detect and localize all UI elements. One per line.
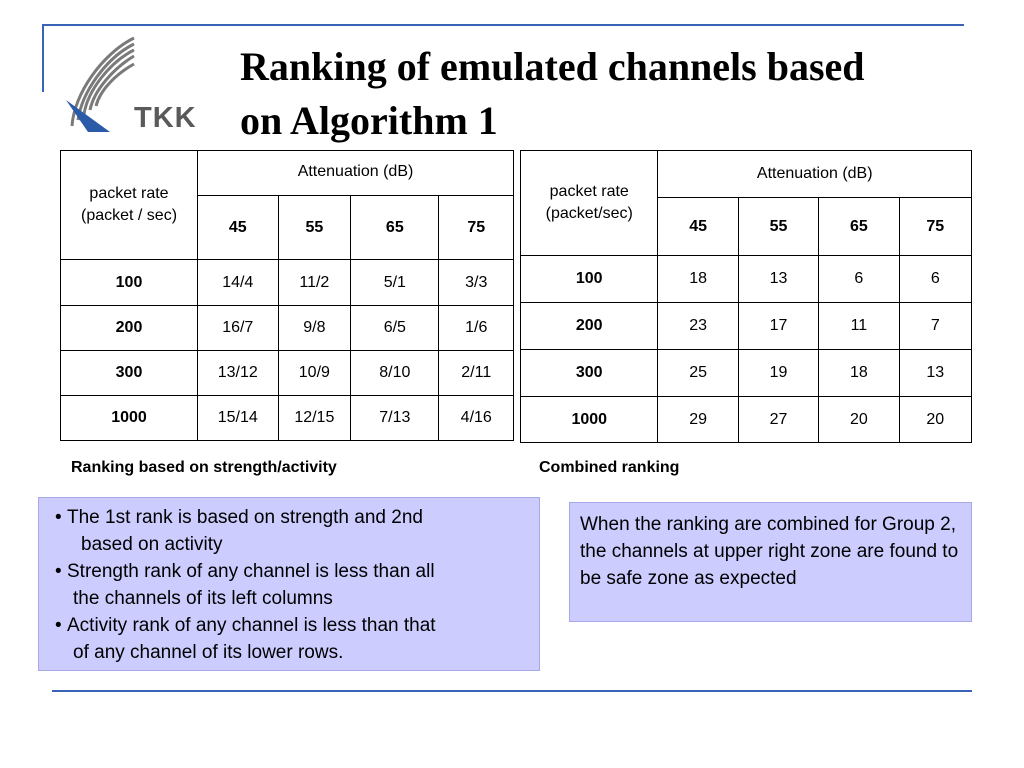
logo-text: TKK (134, 102, 197, 134)
bullet-item (47, 612, 531, 666)
column-header: 65 (351, 196, 439, 260)
combined-ranking-table (520, 150, 972, 443)
table-cell: 3/3 (439, 260, 514, 306)
bullet-icon: • (55, 561, 62, 582)
notes-box-right (569, 502, 972, 622)
row-header: 1000 (521, 397, 658, 443)
table-row (61, 396, 514, 441)
table-cell: 9/8 (278, 306, 351, 351)
top-rule (42, 24, 964, 26)
row-header: 300 (61, 351, 198, 396)
table-row (61, 306, 514, 351)
table-cell: 15/14 (198, 396, 279, 441)
table-cell: 13/12 (198, 351, 279, 396)
table-cell: 17 (738, 303, 818, 350)
column-header: 45 (658, 198, 738, 256)
row-header: 100 (61, 260, 198, 306)
table-cell: 12/15 (278, 396, 351, 441)
row-header: 200 (521, 303, 658, 350)
group-header-cell: Attenuation (dB) (658, 151, 972, 198)
table-cell: 16/7 (198, 306, 279, 351)
table-row (521, 397, 972, 443)
table-cell: 13 (738, 256, 818, 303)
bullet-icon: • (55, 615, 62, 636)
table-cell: 10/9 (278, 351, 351, 396)
table-cell: 6 (899, 256, 971, 303)
table-cell: 11 (819, 303, 899, 350)
table-cell: 18 (658, 256, 738, 303)
column-header: 45 (198, 196, 279, 260)
strength-activity-table (60, 150, 514, 441)
column-header: 75 (899, 198, 971, 256)
left-rule (42, 24, 44, 92)
bullet-text: Strength rank of any channel is less than all (67, 561, 435, 582)
row-header: 300 (521, 350, 658, 397)
table-cell: 13 (899, 350, 971, 397)
table-row (521, 256, 972, 303)
table-cell: 2/11 (439, 351, 514, 396)
table-cell: 14/4 (198, 260, 279, 306)
column-header: 55 (278, 196, 351, 260)
table-cell: 19 (738, 350, 818, 397)
table-cell: 20 (899, 397, 971, 443)
table-cell: 25 (658, 350, 738, 397)
bullet-text-continued: based on activity (81, 534, 223, 555)
table-cell: 4/16 (439, 396, 514, 441)
column-header: 75 (439, 196, 514, 260)
slide-title (240, 40, 980, 148)
bullet-item (47, 504, 531, 558)
table-cell: 29 (658, 397, 738, 443)
table-cell: 5/1 (351, 260, 439, 306)
table-row (521, 350, 972, 397)
notes-box-left (38, 497, 540, 671)
table-cell: 1/6 (439, 306, 514, 351)
row-header: 200 (61, 306, 198, 351)
column-header: 55 (738, 198, 818, 256)
table-cell: 7/13 (351, 396, 439, 441)
table-cell: 11/2 (278, 260, 351, 306)
bullet-text: The 1st rank is based on strength and 2nd (67, 507, 423, 528)
row-header: 1000 (61, 396, 198, 441)
group-header-cell: Attenuation (dB) (198, 151, 514, 196)
column-header: 65 (819, 198, 899, 256)
bullet-icon: • (55, 507, 62, 528)
conclusion-text: When the ranking are combined for Group 2, the channels at upper right zone are found to be safe zone as expected (580, 514, 959, 589)
title-line-1: Ranking of emulated channels based (240, 44, 865, 89)
table-cell: 7 (899, 303, 971, 350)
table-cell: 27 (738, 397, 818, 443)
table-cell: 6 (819, 256, 899, 303)
bottom-rule (52, 690, 972, 692)
table-cell: 18 (819, 350, 899, 397)
row-header: 100 (521, 256, 658, 303)
table-cell: 23 (658, 303, 738, 350)
row-header-cell: packet rate (packet / sec) (61, 151, 198, 260)
bullet-text-continued: of any channel of its lower rows. (73, 642, 344, 663)
table-cell: 6/5 (351, 306, 439, 351)
table-cell: 20 (819, 397, 899, 443)
combined-table-caption: Combined ranking (539, 459, 680, 476)
table-cell: 8/10 (351, 351, 439, 396)
table-row (61, 260, 514, 306)
title-line-2: on Algorithm 1 (240, 98, 498, 143)
bullet-text: Activity rank of any channel is less than that (67, 615, 436, 636)
row-header-cell: packet rate (packet/sec) (521, 151, 658, 256)
bullet-text-continued: the channels of its left columns (73, 588, 333, 609)
bullet-item (47, 558, 531, 612)
table-row (61, 351, 514, 396)
strength-table-caption: Ranking based on strength/activity (71, 459, 337, 476)
table-row (521, 303, 972, 350)
